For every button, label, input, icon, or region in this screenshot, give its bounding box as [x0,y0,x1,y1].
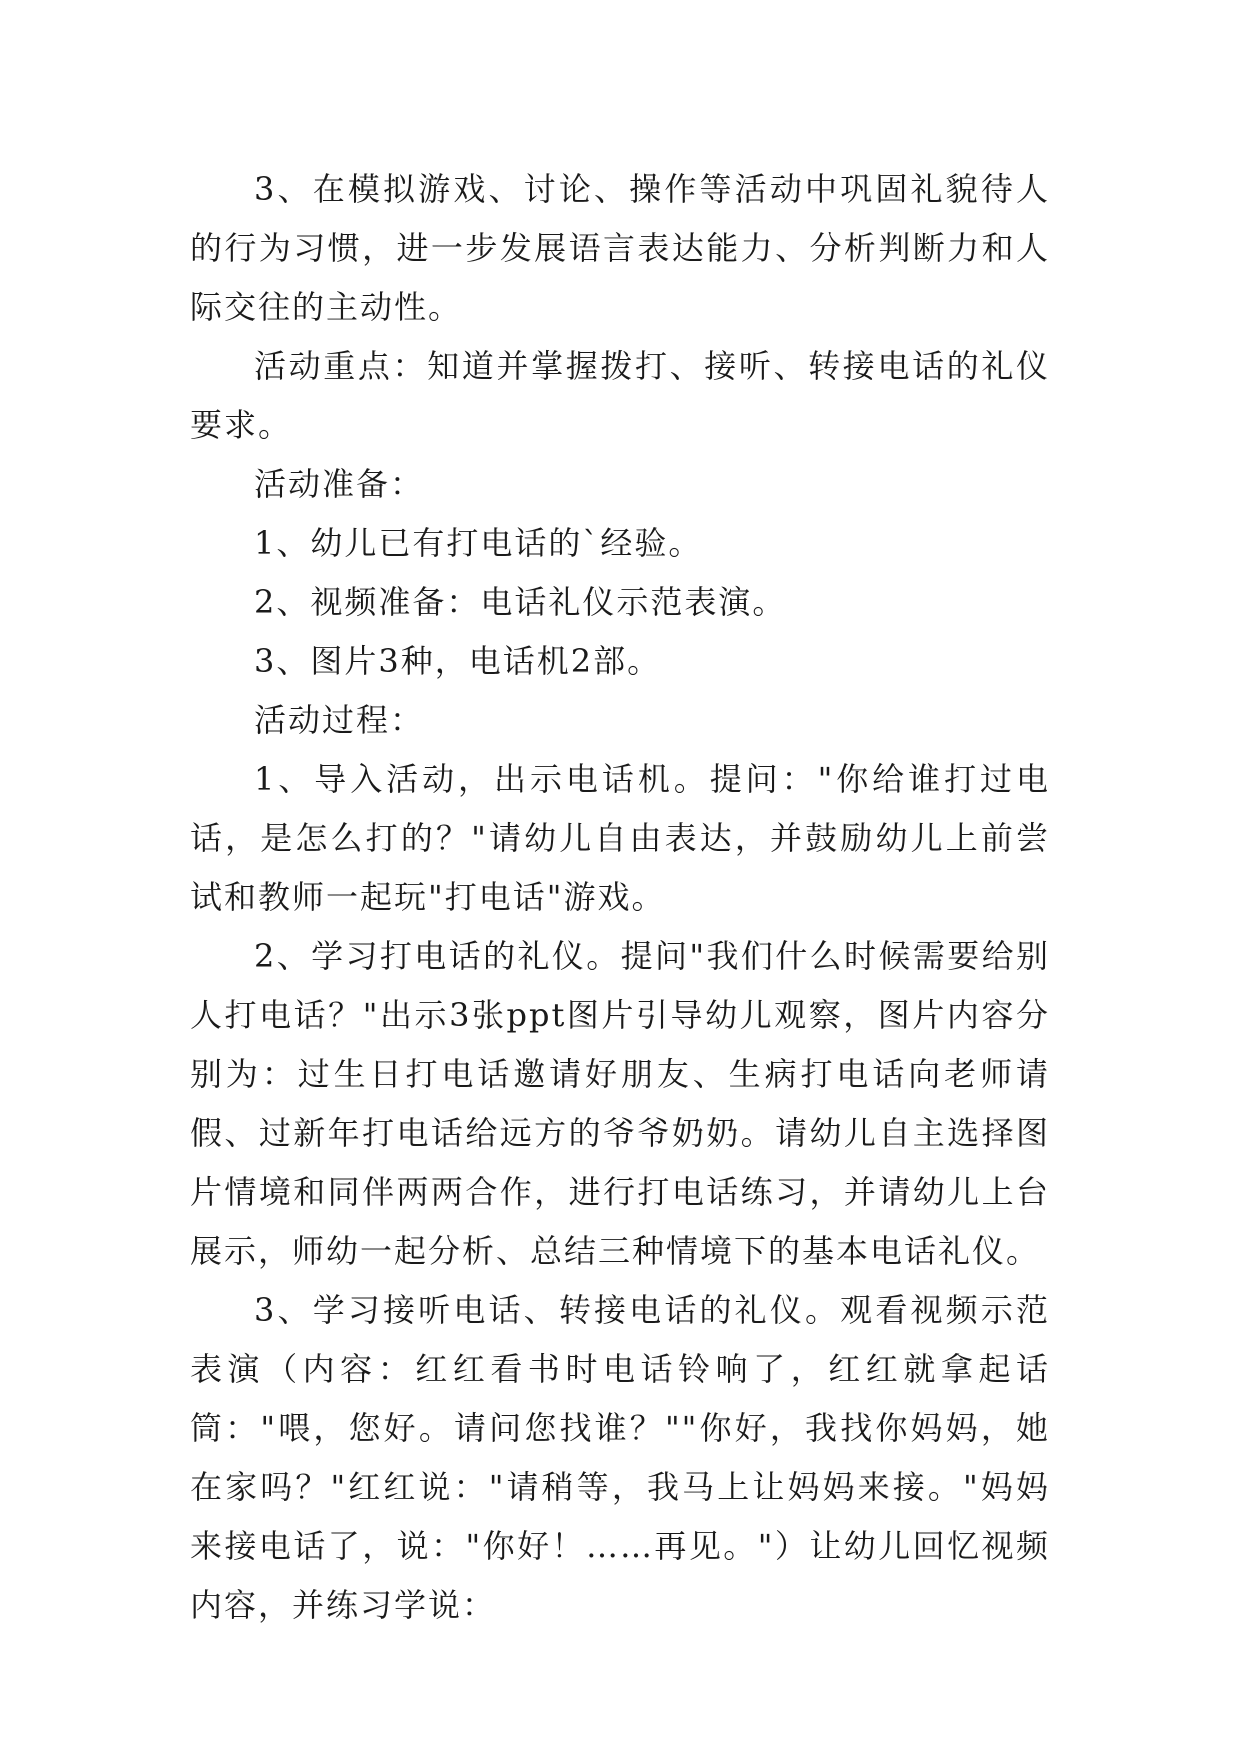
document-body [190,160,1050,1635]
paragraph-process-2: 2、学习打电话的礼仪。提问"我们什么时候需要给别人打电话？"出示3张ppt图片引导幼儿观察，图片内容分别为：过生日打电话邀请好朋友、生病打电话向老师请假、过新年打电话给远方的爷爷奶奶。请幼儿自主选择图片情境和同伴两两合作，进行打电话练习，并请幼儿上台展示，师幼一起分析、总结三种情境下的基本电话礼仪。 [190,937,1050,1270]
paragraph-process-1: 1、导入活动，出示电话机。提问："你给谁打过电话，是怎么打的？"请幼儿自由表达，并鼓励幼儿上前尝试和教师一起玩"打电话"游戏。 [190,760,1050,916]
paragraph-objective-3: 3、在模拟游戏、讨论、操作等活动中巩固礼貌待人的行为习惯，进一步发展语言表达能力、分析判断力和人际交往的主动性。 [190,170,1050,326]
paragraph-preparation-1: 1、幼儿已有打电话的`经验。 [254,524,703,562]
paragraph-preparation-3: 3、图片3种，电话机2部。 [254,642,662,680]
heading-activity-preparation: 活动准备： [254,465,425,503]
heading-activity-process: 活动过程： [254,701,425,739]
paragraph-preparation-2: 2、视频准备：电话礼仪示范表演。 [254,583,787,621]
paragraph-process-3: 3、学习接听电话、转接电话的礼仪。观看视频示范表演（内容：红红看书时电话铃响了，红红就拿起话筒："喂，您好。请问您找谁？""你好，我找你妈妈，她在家吗？"红红说："请稍等，我马上让妈妈来接。"妈妈来接电话了，说："你好！……再见。"）让幼儿回忆视频内容，并练习学说： [190,1291,1050,1624]
paragraph-activity-focus: 活动重点：知道并掌握拨打、接听、转接电话的礼仪要求。 [190,347,1050,444]
